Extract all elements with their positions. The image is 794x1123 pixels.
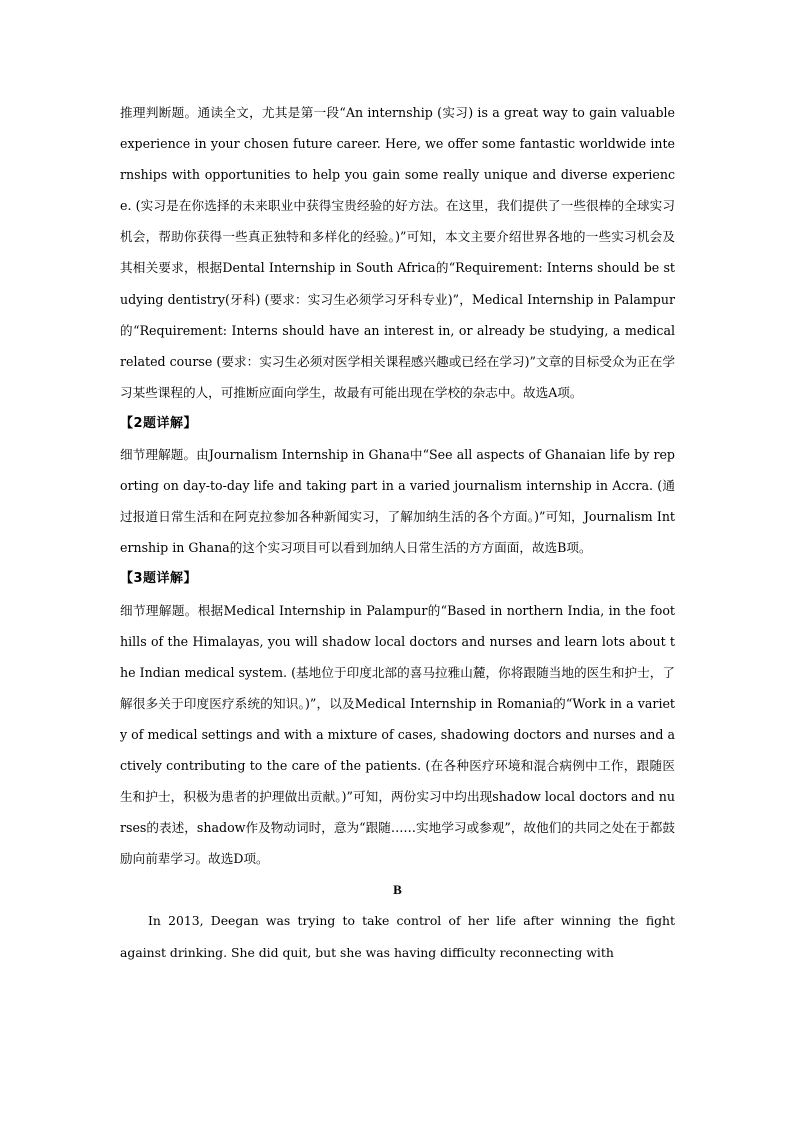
- answer-explanation-1: 推理判断题。通读全文，尤其是第一段“An internship (实习) is a great way to gain valuable experience in your chosen future career. Here, we offer some fantastic worldwide internships with opportunities to help you gain some really unique and diverse experience. (实习是在你选择的未来职业中获得宝贵经验的好方法。在这里，我们提供了一些很棒的全球实习机会，帮助你获得一些真正独特和多样化的经验。)”可知，本文主要介绍世界各地的一些实习机会及其相关要求，根据Dental Internship in South Africa的“Requirement: Interns should be studying dentistry(牙科) (要求：实习生必须学习牙科专业)”，Medical Internship in Palampur的“Requirement: Interns should have an interest in, or already be studying, a medical related course (要求：实习生必须对医学相关课程感兴趣或已经在学习)”文章的目标受众为正在学习某些课程的人，可推断应面向学生，故最有可能出现在学校的杂志中。故选A项。: [120, 105, 675, 400]
- answer-explanation-2: 细节理解题。由Journalism Internship in Ghana中“See all aspects of Ghanaian life by reporting on day-to-day life and taking part in a varied journalism internship in Accra. (通过报道日常生活和在阿克拉参加各种新闻实习，了解加纳生活的各个方面。)”可知，Journalism Internship in Ghana的这个实习项目可以看到加纳人日常生活的方方面面，故选B项。: [120, 447, 675, 556]
- question-3-heading: 【3题详解】: [120, 571, 198, 587]
- document-page: [120, 97, 675, 968]
- reading-passage-b: In 2013, Deegan was trying to take control of her life after winning the fight against drinking. She did quit, but she was having difficulty reconnecting with: [120, 913, 675, 960]
- section-label: B: [393, 882, 402, 898]
- question-2-heading: 【2题详解】: [120, 415, 198, 431]
- answer-explanation-3: 细节理解题。根据Medical Internship in Palampur的“Based in northern India, in the foothills of the Himalayas, you will shadow local doctors and nurses and learn lots about the Indian medical system. (基地位于印度北部的喜马拉雅山麓，你将跟随当地的医生和护士，了解很多关于印度医疗系统的知识。)”，以及Medical Internship in Romania的“Work in a variety of medical settings and with a mixture of cases, shadowing doctors and nurses and actively contributing to the care of the patients. (在各种医疗环境和混合病例中工作，跟随医生和护士，积极为患者的护理做出贡献。)”可知，两份实习中均出现shadow local doctors and nurses的表述，shadow作及物动词时，意为“跟随……实地学习或参观”，故他们的共同之处在于都鼓励向前辈学习。故选D项。: [120, 602, 675, 867]
